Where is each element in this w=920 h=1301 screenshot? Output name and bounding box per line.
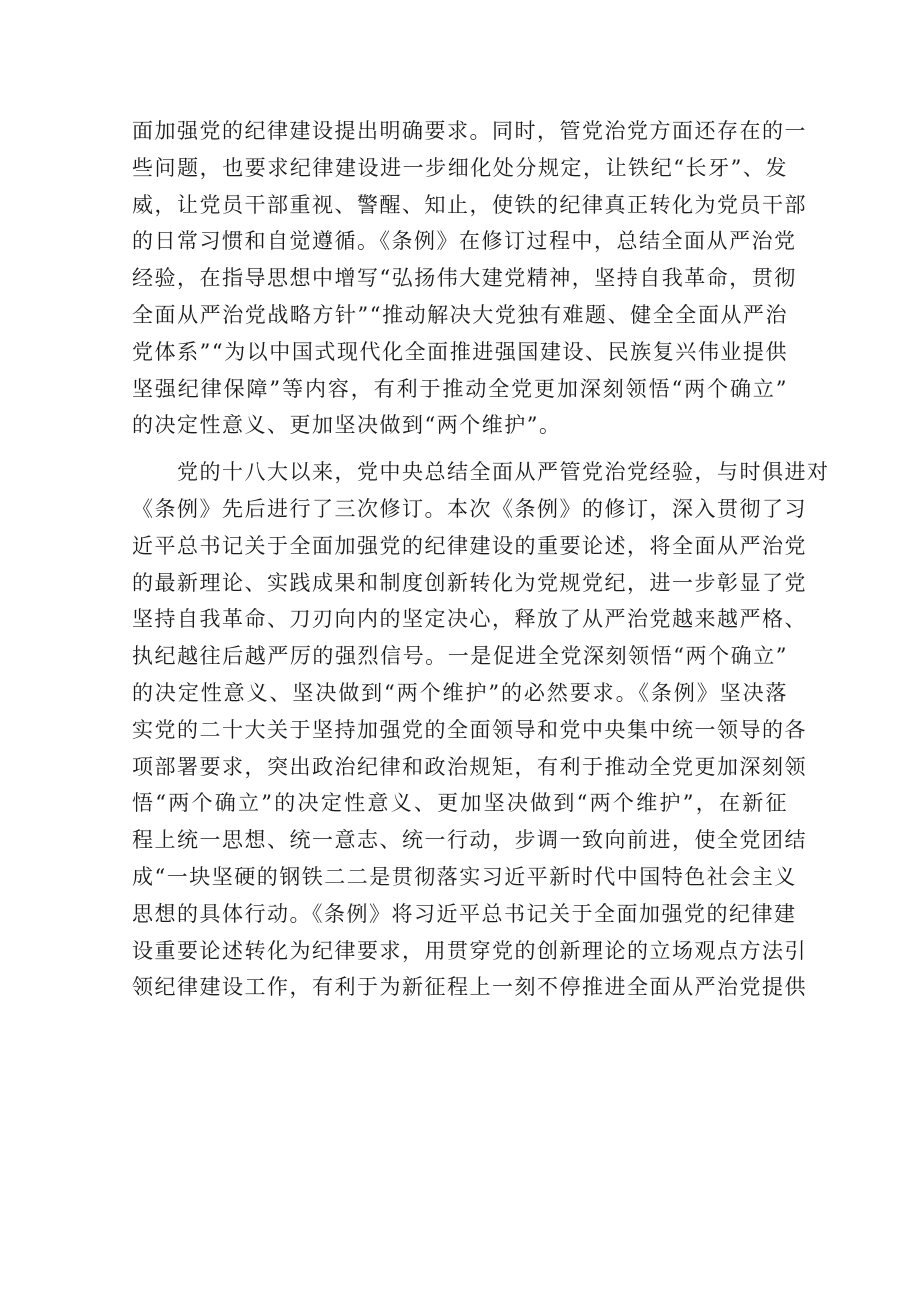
document-body xyxy=(132,113,830,1006)
text-line: 程上统一思想、统一意志、统一行动，步调一致向前进，使全党团结 xyxy=(132,828,807,853)
text-line: 《条例》先后进行了三次修订。本次《条例》的修订，深入贯彻了习 xyxy=(132,496,807,521)
text-line: 近平总书记关于全面加强党的纪律建设的重要论述，将全面从严治党 xyxy=(132,533,807,558)
text-line: 思想的具体行动。《条例》将习近平总书记关于全面加强党的纪律建 xyxy=(132,901,797,926)
paragraph-1 xyxy=(132,113,807,444)
text-line: 经验，在指导思想中增写“弘扬伟大建党精神，坚持自我革命，贯彻 xyxy=(132,266,797,291)
text-line: 威，让党员干部重视、警醒、知止，使铁的纪律真正转化为党员干部 xyxy=(132,192,807,217)
text-line: 面加强党的纪律建设提出明确要求。同时，管党治党方面还存在的一 xyxy=(132,119,807,143)
paragraph-gap xyxy=(132,444,788,454)
text-line: 成“一块坚硬的钢铁二二是贯彻落实习近平新时代中国特色社会主义 xyxy=(132,864,797,889)
text-line: 悟“两个确立”的决定性意义、更加坚决做到“两个维护”，在新征 xyxy=(132,791,788,816)
text-line: 执纪越往后越严厉的强烈信号。一是促进全党深刻领悟“两个确立” xyxy=(132,644,788,669)
text-line: 实党的二十大关于坚持加强党的全面领导和党中央集中统一领导的各 xyxy=(132,717,807,742)
text-line: 坚强纪律保障”等内容，有利于推动全党更加深刻领悟“两个确立” xyxy=(132,376,788,401)
text-line: 的决定性意义、更加坚决做到“两个维护”。 xyxy=(132,413,562,438)
text-line: 些问题，也要求纪律建设进一步细化处分规定，让铁纪“长牙”、发 xyxy=(132,155,788,180)
text-line: 的最新理论、实践成果和制度创新转化为党规党纪，进一步彰显了党 xyxy=(132,570,807,595)
text-line: 的日常习惯和自觉遵循。《条例》在修订过程中，总结全面从严治党 xyxy=(132,229,797,254)
paragraph-2 xyxy=(132,454,830,1006)
text-line: 的决定性意义、坚决做到“两个维护”的必然要求。《条例》坚决落 xyxy=(132,680,788,705)
text-line: 党体系”“为以中国式现代化全面推进强国建设、民族复兴伟业提供 xyxy=(132,339,788,364)
text-line: 坚持自我革命、刀刃向内的坚定决心，释放了从严治党越来越严格、 xyxy=(132,607,807,632)
text-line: 设重要论述转化为纪律要求，用贯穿党的创新理论的立场观点方法引 xyxy=(132,938,807,963)
text-line: 项部署要求，突出政治纪律和政治规矩，有利于推动全党更加深刻领 xyxy=(132,754,807,779)
text-line: 党的十八大以来，党中央总结全面从严管党治党经验，与时俱进对 xyxy=(132,460,830,485)
text-line: 领纪律建设工作，有利于为新征程上一刻不停推进全面从严治党提供 xyxy=(132,975,807,1000)
text-line: 全面从严治党战略方针”“推动解决大党独有难题、健全全面从严治 xyxy=(132,302,788,327)
